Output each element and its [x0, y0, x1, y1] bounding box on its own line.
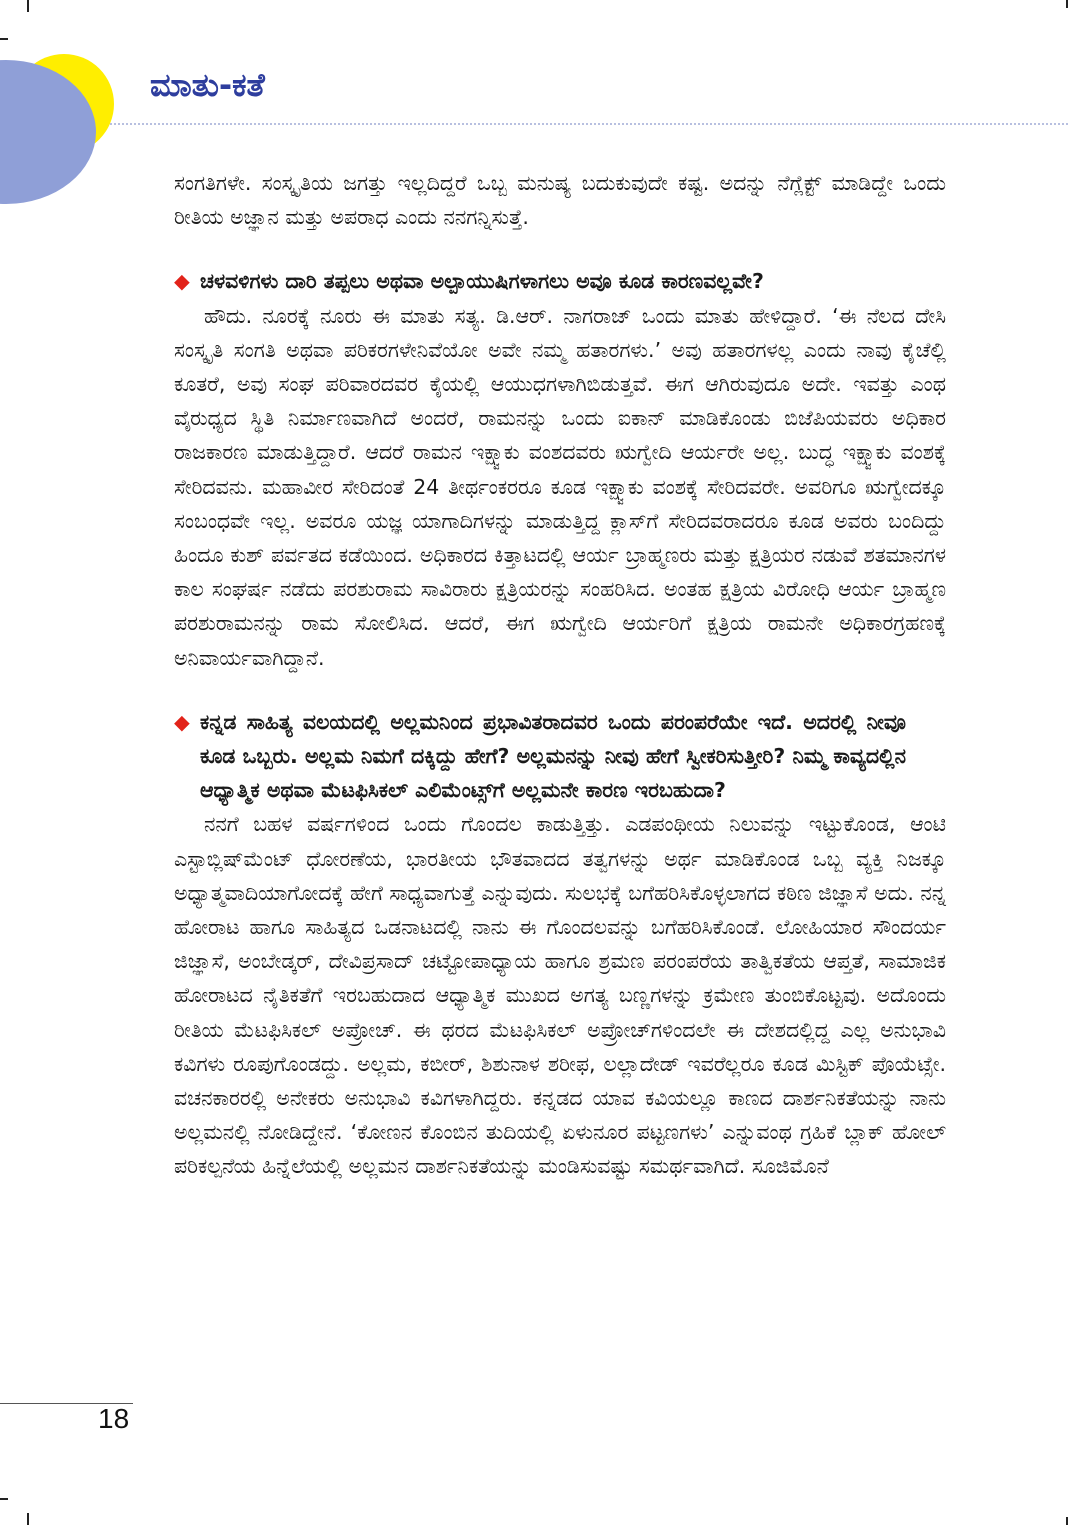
question-2-text: ಕನ್ನಡ ಸಾಹಿತ್ಯ ವಲಯದಲ್ಲಿ ಅಲ್ಲಮನಿಂದ ಪ್ರಭಾವಿತರಾದವರ ಒಂದು ಪರಂಪರೆಯೇ ಇದೆ. ಅದರಲ್ಲಿ ನೀವೂ ಕೂಡ ಒಬ್ಬರು. ಅಲ್ಲಮ ನಿಮಗೆ ದಕ್ಕಿದ್ದು ಹೇಗೆ? ಅಲ್ಲಮನನ್ನು ನೀವು ಹೇಗೆ ಸ್ವೀಕರಿಸುತ್ತೀರಿ? ನಿಮ್ಮ ಕಾವ್ಯದಲ್ಲಿನ ಆಧ್ಯಾತ್ಮಿಕ ಅಥವಾ ಮೆಟಫಿಸಿಕಲ್ ಎಲಿಮೆಂಟ್ಸ್‌ಗೆ ಅಲ್ಲಮನೇ ಕಾರಣ ಇರಬಹುದಾ? [200, 709, 906, 803]
red-diamond-bullet-icon: ◆ [174, 709, 190, 734]
intro-paragraph: ಸಂಗತಿಗಳೇ. ಸಂಸ್ಕೃತಿಯ ಜಗತ್ತು ಇಲ್ಲದಿದ್ದರೆ ಒಬ್ಬ ಮನುಷ್ಯ ಬದುಕುವುದೇ ಕಷ್ಟ. ಅದನ್ನು ನೆಗ್ಲೆಕ್ಟ್ ಮಾಡಿದ್ದೇ ಒಂದು ರೀತಿಯ ಅಜ್ಞಾನ ಮತ್ತು ಅಪರಾಧ ಎಂದು ನನಗನ್ನಿಸುತ್ತೆ. [174, 171, 946, 230]
crop-mark-bottom-left [27, 1513, 29, 1525]
crop-mark-left-upper [0, 38, 8, 40]
article-body [174, 166, 946, 1184]
crop-mark-bottom-right [1066, 1517, 1068, 1525]
question-1 [174, 264, 946, 298]
question-1-text: ಚಳವಳಿಗಳು ದಾರಿ ತಪ್ಪಲು ಅಥವಾ ಅಲ್ಪಾಯುಷಿಗಳಾಗಲು ಅವೂ ಕೂಡ ಕಾರಣವಲ್ಲವೇ? [200, 269, 764, 294]
red-diamond-bullet-icon: ◆ [174, 269, 190, 294]
header-dotted-divider [110, 123, 1068, 125]
answer-1: ಹೌದು. ನೂರಕ್ಕೆ ನೂರು ಈ ಮಾತು ಸತ್ಯ. ಡಿ.ಆರ್. ನಾಗರಾಜ್ ಒಂದು ಮಾತು ಹೇಳಿದ್ದಾರೆ. ‘ಈ ನೆಲದ ದೇಸಿ ಸಂಸ್ಕೃತಿ ಸಂಗತಿ ಅಥವಾ ಪರಿಕರಗಳೇನಿವೆಯೋ ಅವೇ ನಮ್ಮ ಹತಾರಗಳು.’ ಅವು ಹತಾರಗಳಲ್ಲ ಎಂದು ನಾವು ಕೈಚೆಲ್ಲಿ ಕೂತರೆ, ಅವು ಸಂಘ ಪರಿವಾರದವರ ಕೈಯಲ್ಲಿ ಆಯುಧಗಳಾಗಿಬಿಡುತ್ತವೆ. ಈಗ ಆಗಿರುವುದೂ ಅದೇ. ಇವತ್ತು ಎಂಥ ವೈರುಧ್ಯದ ಸ್ಥಿತಿ ನಿರ್ಮಾಣವಾಗಿದೆ ಅಂದರೆ, ರಾಮನನ್ನು ಒಂದು ಐಕಾನ್ ಮಾಡಿಕೊಂಡು ಬಿಜೆಪಿಯವರು ಅಧಿಕಾರ ರಾಜಕಾರಣ ಮಾಡುತ್ತಿದ್ದಾರೆ. ಆದರೆ ರಾಮನ ಇಕ್ಷ್ವಾಕು ವಂಶದವರು ಋಗ್ವೇದಿ ಆರ್ಯರೇ ಅಲ್ಲ. ಬುದ್ಧ ಇಕ್ಷ್ವಾಕು ವಂಶಕ್ಕೆ ಸೇರಿದವನು. ಮಹಾವೀರ ಸೇರಿದಂತೆ 24 ತೀರ್ಥಂಕರರೂ ಕೂಡ ಇಕ್ಷ್ವಾಕು ವಂಶಕ್ಕೆ ಸೇರಿದವರೇ. ಅವರಿಗೂ ಋಗ್ವೇದಕ್ಕೂ ಸಂಬಂಧವೇ ಇಲ್ಲ. ಅವರೂ ಯಜ್ಞ ಯಾಗಾದಿಗಳನ್ನು ಮಾಡುತ್ತಿದ್ದ ಕ್ಲಾಸ್‌ಗೆ ಸೇರಿದವರಾದರೂ ಕೂಡ ಅವರು ಬಂದಿದ್ದು ಹಿಂದೂ ಕುಶ್ ಪರ್ವತದ ಕಡೆಯಿಂದ. ಅಧಿಕಾರದ ಕಿತ್ತಾಟದಲ್ಲಿ ಆರ್ಯ ಬ್ರಾಹ್ಮಣರು ಮತ್ತು ಕ್ಷತ್ರಿಯರ ನಡುವೆ ಶತಮಾನಗಳ ಕಾಲ ಸಂಘರ್ಷ ನಡೆದು ಪರಶುರಾಮ ಸಾವಿರಾರು ಕ್ಷತ್ರಿಯರನ್ನು ಸಂಹರಿಸಿದ. ಅಂತಹ ಕ್ಷತ್ರಿಯ ವಿರೋಧಿ ಆರ್ಯ ಬ್ರಾಹ್ಮಣ ಪರಶುರಾಮನನ್ನು ರಾಮ ಸೋಲಿಸಿದ. ಆದರೆ, ಈಗ ಋಗ್ವೇದಿ ಆರ್ಯರಿಗೆ ಕ್ಷತ್ರಿಯ ರಾಮನೇ ಅಧಿಕಾರಗ್ರಹಣಕ್ಕೆ ಅನಿವಾರ್ಯವಾಗಿದ್ದಾನೆ. [174, 303, 946, 670]
crop-mark-left-lower [0, 1498, 8, 1500]
question-2 [174, 705, 946, 808]
crop-mark-top-right [1066, 0, 1068, 8]
page-number: 18 [98, 1403, 130, 1434]
answer-2: ನನಗೆ ಬಹಳ ವರ್ಷಗಳಿಂದ ಒಂದು ಗೊಂದಲ ಕಾಡುತ್ತಿತ್ತು. ಎಡಪಂಥೀಯ ನಿಲುವನ್ನು ಇಟ್ಟುಕೊಂಡ, ಆಂಟಿ ಎಸ್ಟಾಬ್ಲಿಷ್‌ಮೆಂಟ್ ಧೋರಣೆಯ, ಭಾರತೀಯ ಭೌತವಾದದ ತತ್ವಗಳನ್ನು ಅರ್ಥ ಮಾಡಿಕೊಂಡ ಒಬ್ಬ ವ್ಯಕ್ತಿ ನಿಜಕ್ಕೂ ಅಧ್ಯಾತ್ಮವಾದಿಯಾಗೋದಕ್ಕೆ ಹೇಗೆ ಸಾಧ್ಯವಾಗುತ್ತೆ ಎನ್ನುವುದು. ಸುಲಭಕ್ಕೆ ಬಗೆಹರಿಸಿಕೊಳ್ಳಲಾಗದ ಕಠಿಣ ಜಿಜ್ಞಾಸೆ ಅದು. ನನ್ನ ಹೋರಾಟ ಹಾಗೂ ಸಾಹಿತ್ಯದ ಒಡನಾಟದಲ್ಲಿ ನಾನು ಈ ಗೊಂದಲವನ್ನು ಬಗೆಹರಿಸಿಕೊಂಡೆ. ಲೋಹಿಯಾರ ಸೌಂದರ್ಯ ಜಿಜ್ಞಾಸೆ, ಅಂಬೇಡ್ಕರ್, ದೇವಿಪ್ರಸಾದ್ ಚಟ್ಟೋಪಾಧ್ಯಾಯ ಹಾಗೂ ಶ್ರಮಣ ಪರಂಪರೆಯ ತಾತ್ವಿಕತೆಯ ಆಪ್ತತೆ, ಸಾಮಾಜಿಕ ಹೋರಾಟದ ನೈತಿಕತೆಗೆ ಇರಬಹುದಾದ ಆಧ್ಯಾತ್ಮಿಕ ಮುಖದ ಅಗತ್ಯ ಬಣ್ಣಗಳನ್ನು ಕ್ರಮೇಣ ತುಂಬಿಕೊಟ್ಟವು. ಅದೊಂದು ರೀತಿಯ ಮೆಟಫಿಸಿಕಲ್ ಅಪ್ರೋಚ್. ಈ ಥರದ ಮೆಟಫಿಸಿಕಲ್ ಅಪ್ರೋಚ್‌ಗಳಿಂದಲೇ ಈ ದೇಶದಲ್ಲಿದ್ದ ಎಲ್ಲ ಅನುಭಾವಿ ಕವಿಗಳು ರೂಪುಗೊಂಡದ್ದು. ಅಲ್ಲಮ, ಕಬೀರ್, ಶಿಶುನಾಳ ಶರೀಫ, ಲಲ್ಲಾದೇಡ್ ಇವರೆಲ್ಲರೂ ಕೂಡ ಮಿಸ್ಟಿಕ್ ಪೊಯೆಟ್ಸೇ. ವಚನಕಾರರಲ್ಲಿ ಅನೇಕರು ಅನುಭಾವಿ ಕವಿಗಳಾಗಿದ್ದರು. ಕನ್ನಡದ ಯಾವ ಕವಿಯಲ್ಲೂ ಕಾಣದ ದಾರ್ಶನಿಕತೆಯನ್ನು ನಾನು ಅಲ್ಲಮನಲ್ಲಿ ನೋಡಿದ್ದೇನೆ. ‘ಕೋಣನ ಕೊಂಬಿನ ತುದಿಯಲ್ಲಿ ಏಳುನೂರ ಪಟ್ಟಣಗಳು’ ಎನ್ನುವಂಥ ಗ್ರಹಿಕೆ ಬ್ಲಾಕ್ ಹೋಲ್ ಪರಿಕಲ್ಪನೆಯ ಹಿನ್ನೆಲೆಯಲ್ಲಿ ಅಲ್ಲಮನ ದಾರ್ಶನಿಕತೆಯನ್ನು ಮಂಡಿಸುವಷ್ಟು ಸಮರ್ಥವಾಗಿದೆ. ಸೂಜಿಮೊನೆ [174, 812, 946, 1179]
section-title: ಮಾತು-ಕತೆ [150, 66, 265, 104]
crop-mark-top-left [27, 0, 29, 12]
